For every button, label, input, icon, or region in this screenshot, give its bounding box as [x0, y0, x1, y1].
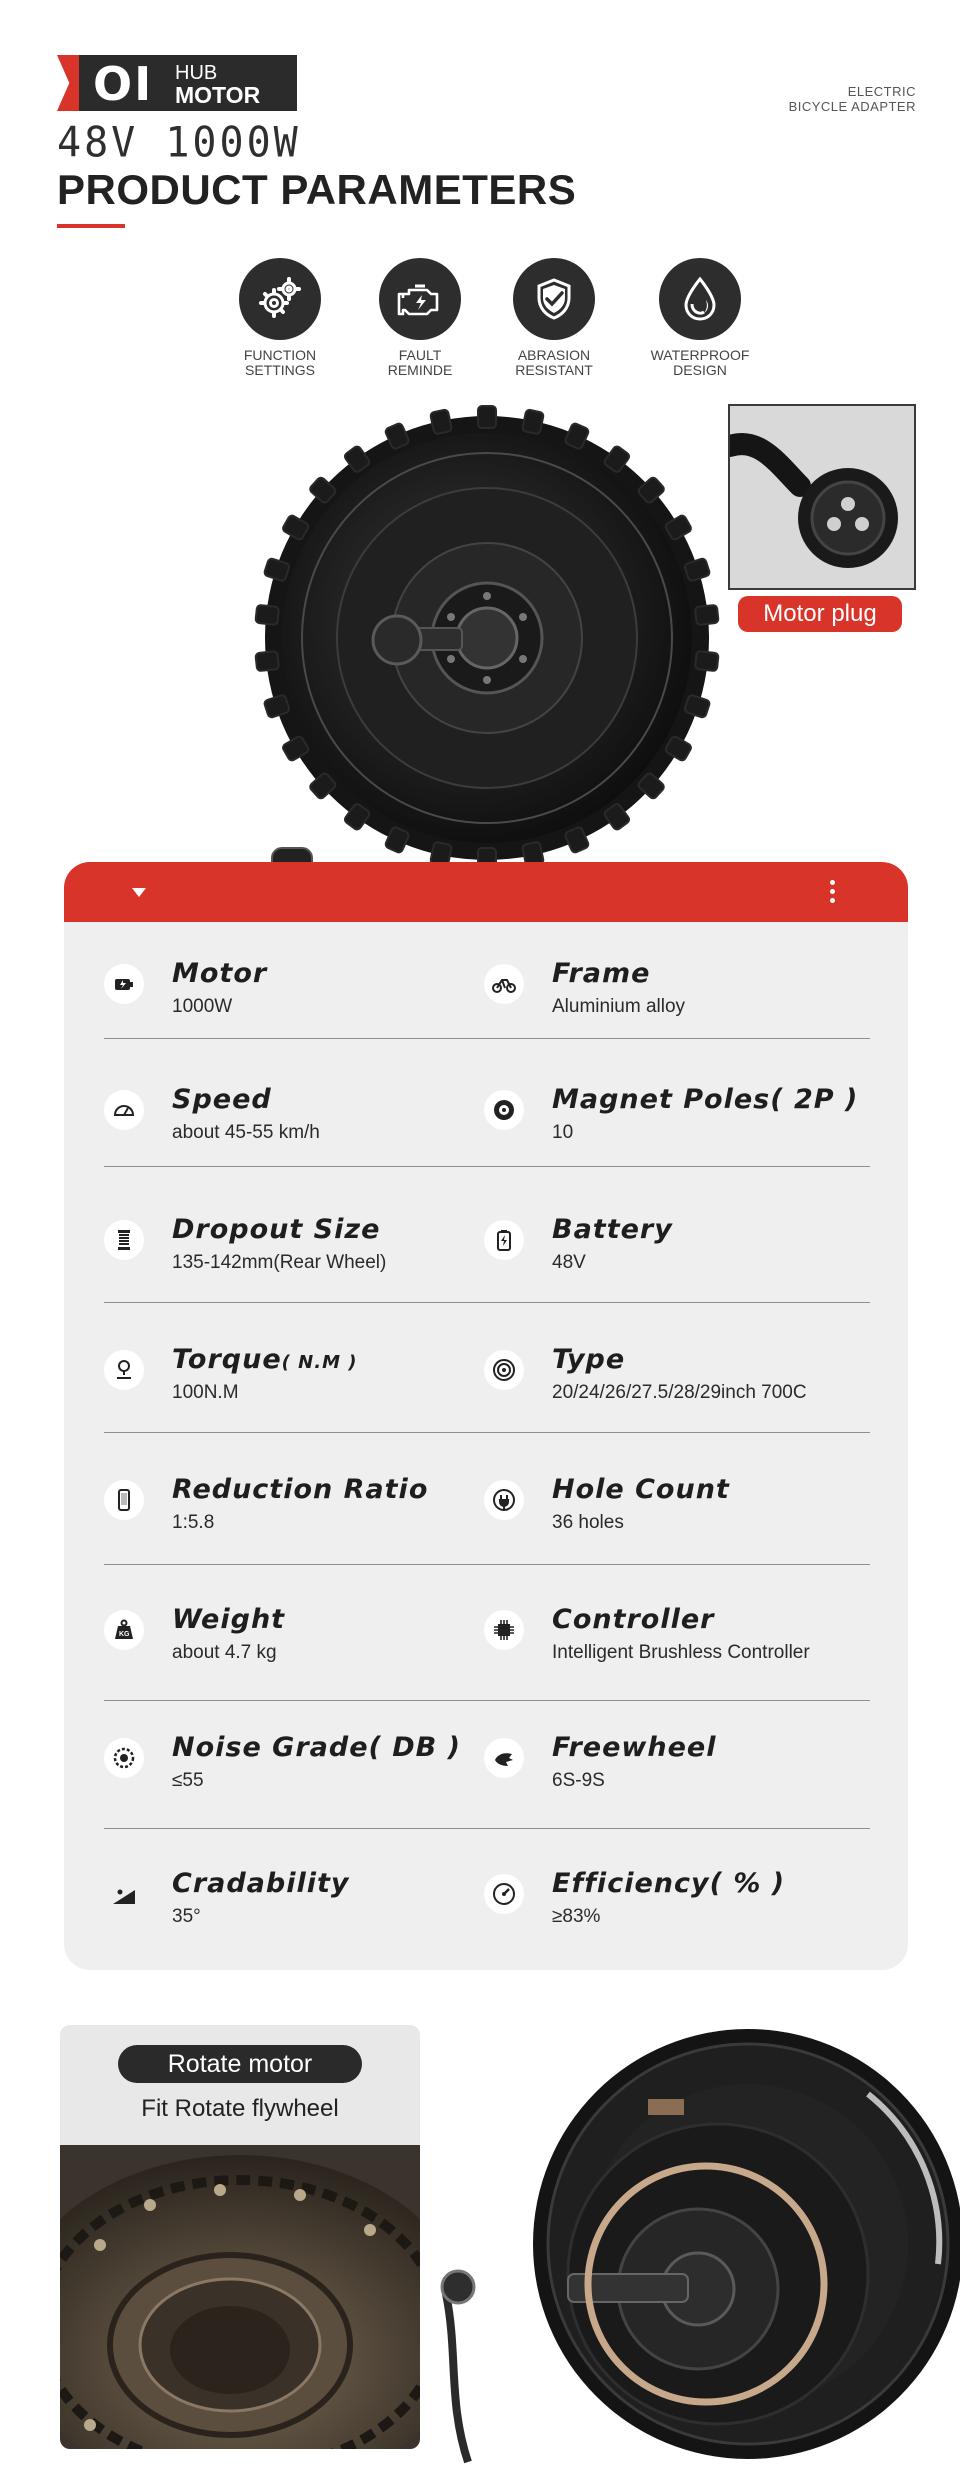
param-efficiency: [484, 1860, 864, 1940]
row-divider: [104, 1432, 870, 1433]
param-name: Motor: [172, 958, 268, 989]
page-title: PRODUCT PARAMETERS: [57, 166, 577, 213]
feature-caption: [484, 348, 624, 378]
shield-check-icon: [513, 258, 595, 340]
feature-caption-line: WATERPROOF: [650, 347, 750, 363]
param-name: Type: [552, 1344, 626, 1375]
param-name: Freewheel: [552, 1732, 717, 1763]
param-name: Magnet Poles( 2P ): [552, 1084, 859, 1115]
parameters-panel: [64, 862, 908, 1970]
param-name: Battery: [552, 1214, 673, 1245]
feature-caption-line: REMINDE: [387, 362, 453, 378]
rotate-motor-card: [60, 2025, 420, 2449]
row-divider: [104, 1302, 870, 1303]
torque-icon: [104, 1350, 144, 1390]
param-value: 100N.M: [172, 1382, 239, 1403]
param-name: Efficiency( % ): [552, 1868, 786, 1899]
motor-icon: [104, 964, 144, 1004]
rotate-motor-pill: Rotate motor: [118, 2045, 362, 2083]
magnet-poles-icon: [484, 1090, 524, 1130]
title-underline: [57, 224, 125, 228]
speedometer-icon: [104, 1090, 144, 1130]
caret-down-icon: [132, 888, 146, 897]
param-name: Weight: [172, 1604, 286, 1635]
param-name: Speed: [172, 1084, 272, 1115]
adapter-caption: [789, 84, 916, 114]
engine-fault-icon: [379, 258, 461, 340]
feature-fault-reminde: [350, 258, 490, 378]
wheel-icon: [484, 1350, 524, 1390]
param-name-suffix: ( N.M ): [281, 1352, 358, 1373]
adapter-line-1: ELECTRIC: [847, 84, 916, 99]
param-name: Noise Grade( DB ): [172, 1732, 461, 1763]
feature-caption: [350, 348, 490, 378]
param-torque: [104, 1336, 484, 1416]
param-name-main: Torque: [172, 1344, 282, 1375]
hub-motor-image: [252, 396, 722, 886]
row-divider: [104, 1166, 870, 1167]
param-value: about 45-55 km/h: [172, 1122, 320, 1143]
feature-waterproof-design: [630, 258, 770, 378]
row-divider: [104, 1828, 870, 1829]
param-frame: [484, 950, 864, 1030]
param-speed: [104, 1076, 484, 1156]
feature-caption: [630, 348, 770, 378]
param-value: 1:5.8: [172, 1512, 215, 1533]
hole-plug-icon: [484, 1480, 524, 1520]
param-dropout-size: [104, 1206, 484, 1286]
bicycle-icon: [484, 964, 524, 1004]
noise-icon: [104, 1738, 144, 1778]
param-value: about 4.7 kg: [172, 1642, 277, 1663]
param-hole-count: [484, 1466, 864, 1546]
param-name: Hole Count: [552, 1474, 730, 1505]
param-value: 6S-9S: [552, 1770, 605, 1791]
brand-badge: [57, 55, 297, 111]
badge-line-hub: HUB: [175, 62, 218, 84]
freewheel-icon: [484, 1738, 524, 1778]
param-value: ≥83%: [552, 1906, 601, 1927]
row-divider: [104, 1700, 870, 1701]
hub-motor-side-image: [428, 2022, 960, 2467]
param-name: [172, 1344, 357, 1375]
feature-caption-line: ABRASION: [517, 347, 591, 363]
adapter-line-2: BICYCLE ADAPTER: [788, 99, 916, 114]
spec-title: 48V 1000W: [57, 118, 301, 168]
gauge-icon: [484, 1874, 524, 1914]
param-value: 10: [552, 1122, 574, 1143]
param-value: 135-142mm(Rear Wheel): [172, 1252, 387, 1273]
param-cradability: [104, 1860, 484, 1940]
param-value: 48V: [552, 1252, 586, 1273]
gears-icon: [239, 258, 321, 340]
water-drop-icon: [659, 258, 741, 340]
param-value: 20/24/26/27.5/28/29inch 700C: [552, 1382, 807, 1403]
param-name: Controller: [552, 1604, 715, 1635]
param-controller: [484, 1596, 864, 1676]
rotate-motor-subtitle: Fit Rotate flywheel: [141, 2095, 339, 2122]
battery-icon: [484, 1220, 524, 1260]
param-value: 35°: [172, 1906, 201, 1927]
feature-caption: [210, 348, 350, 378]
feature-function-settings: [210, 258, 350, 378]
param-noise-grade: [104, 1724, 484, 1804]
badge-number: OI: [93, 57, 154, 111]
param-value: 1000W: [172, 996, 233, 1017]
motor-plug-image: [728, 404, 916, 590]
param-name: Frame: [552, 958, 651, 989]
param-name: Dropout Size: [172, 1214, 381, 1245]
feature-caption-line: FUNCTION: [243, 347, 317, 363]
param-type: [484, 1336, 864, 1416]
feature-caption-line: DESIGN: [673, 362, 727, 378]
feature-abrasion-resistant: [484, 258, 624, 378]
svg-text:KG: KG: [119, 1631, 130, 1638]
feature-caption-line: SETTINGS: [244, 362, 315, 378]
feature-caption-line: FAULT: [398, 347, 442, 363]
feature-row: [210, 258, 770, 378]
param-value: 36 holes: [552, 1512, 624, 1533]
panel-header-bar: [64, 862, 908, 922]
row-divider: [104, 1038, 870, 1039]
phone-icon: [104, 1480, 144, 1520]
param-reduction-ratio: [104, 1466, 484, 1546]
param-battery: [484, 1206, 864, 1286]
param-value: Intelligent Brushless Controller: [552, 1642, 810, 1663]
param-name: Reduction Ratio: [172, 1474, 429, 1505]
chip-icon: [484, 1610, 524, 1650]
motor-plug-label: Motor plug: [738, 596, 902, 632]
weight-icon: [104, 1610, 144, 1650]
param-value: ≤55: [172, 1770, 204, 1791]
param-magnet-poles: [484, 1076, 864, 1156]
param-weight: [104, 1596, 484, 1676]
slope-icon: [104, 1874, 144, 1914]
flywheel-image: [60, 2025, 420, 2449]
feature-caption-line: RESISTANT: [515, 362, 593, 378]
badge-line-motor: MOTOR: [175, 82, 261, 108]
param-name: Cradability: [172, 1868, 350, 1899]
row-divider: [104, 1564, 870, 1565]
param-motor: [104, 950, 484, 1030]
param-value: Aluminium alloy: [552, 996, 686, 1017]
spring-icon: [104, 1220, 144, 1260]
param-freewheel: [484, 1724, 864, 1804]
more-dots-icon: [830, 880, 836, 907]
